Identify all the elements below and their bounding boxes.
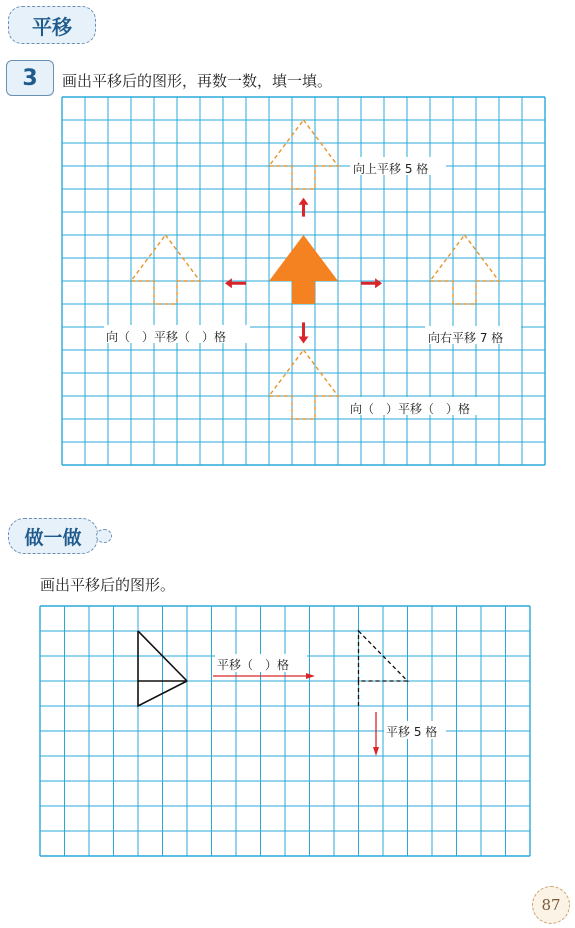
practice-horizontal-arrow-head	[306, 673, 315, 679]
red-arrow-down-head	[299, 337, 309, 344]
example-number: 3	[22, 65, 38, 91]
red-arrow-left-head	[225, 278, 232, 288]
page-number: 87	[541, 896, 561, 914]
label-vertical: 平移 5 格	[386, 725, 438, 739]
practice-title	[8, 518, 98, 554]
practice-vertical-arrow-head	[373, 747, 379, 756]
section-title-text: 平移	[32, 14, 72, 39]
label-horizontal: 平移（ ）格	[217, 658, 290, 672]
translated-arrow-up	[269, 120, 338, 189]
label-left: 向（ ）平移（ ）格	[106, 330, 227, 344]
label-up: 向上平移 5 格	[353, 162, 429, 176]
red-arrow-up-head	[299, 198, 309, 205]
example-instruction: 画出平移后的图形，再数一数，填一填。	[62, 72, 333, 90]
original-arrow-shape	[269, 235, 338, 304]
translated-arrow-right	[430, 235, 499, 304]
practice-title-tail	[96, 529, 112, 543]
practice-grid-lines	[40, 606, 530, 856]
label-down: 向（ ）平移（ ）格	[350, 402, 471, 416]
translated-arrow-left	[131, 235, 200, 304]
label-right: 向右平移 7 格	[428, 331, 504, 345]
red-arrow-right-head	[375, 278, 382, 288]
practice-title-text: 做一做	[24, 526, 82, 549]
page-number-badge	[532, 886, 570, 924]
translated-arrow-down	[269, 350, 338, 419]
practice-instruction: 画出平移后的图形。	[40, 576, 176, 594]
